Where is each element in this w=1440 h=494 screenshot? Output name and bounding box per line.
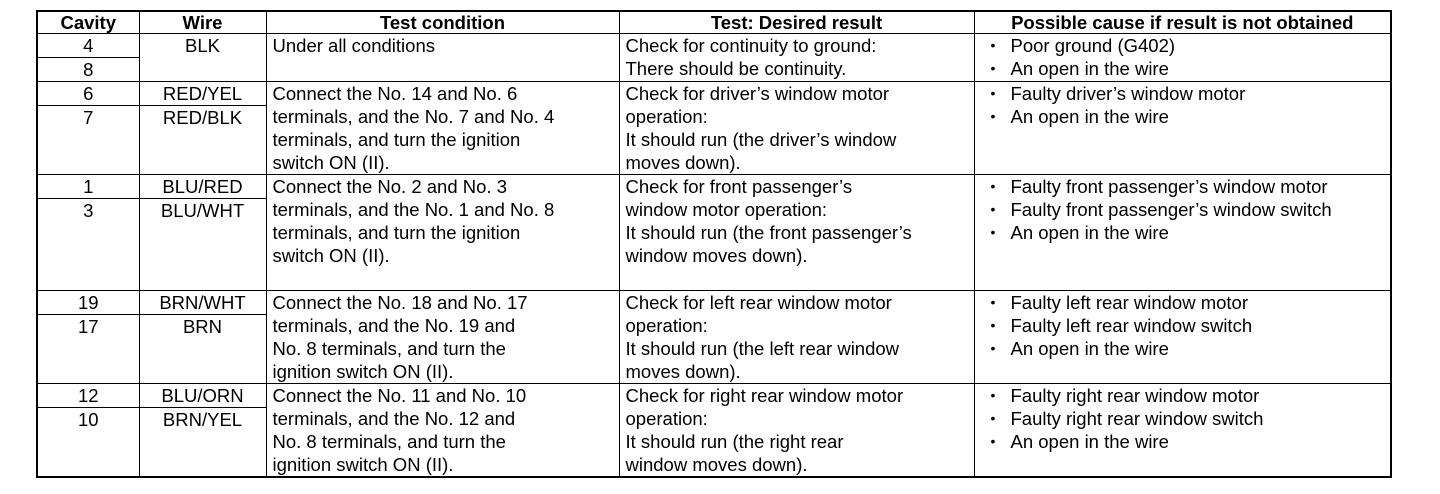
cause-item: • Faulty right rear window switch — [981, 407, 1385, 430]
condition-line: terminals, and the No. 1 and No. 8 — [272, 199, 555, 220]
wire-cell: BRN — [139, 315, 266, 384]
possible-cause-cell — [974, 82, 1391, 175]
cavity-cell: 1 — [37, 175, 139, 199]
condition-line: Connect the No. 2 and No. 3 — [272, 176, 507, 197]
condition-line: Connect the No. 18 and No. 17 — [272, 292, 528, 313]
table-row — [37, 291, 1391, 315]
cause-item: • Faulty left rear window switch — [981, 314, 1385, 337]
condition-line: switch ON (II). — [272, 245, 390, 266]
cause-list — [981, 291, 1385, 360]
result-line: window moves down). — [625, 245, 808, 266]
result-line: operation: — [625, 315, 708, 336]
condition-line: ignition switch ON (II). — [272, 361, 454, 382]
wire-cell: BLU/WHT — [139, 199, 266, 291]
header-desired-result: Test: Desired result — [619, 11, 974, 34]
possible-cause-cell — [974, 175, 1391, 291]
result-line: moves down). — [625, 361, 741, 382]
wire-cell: RED/BLK — [139, 106, 266, 175]
result-line: operation: — [625, 408, 708, 429]
test-condition-cell — [266, 175, 619, 291]
desired-result-cell — [619, 175, 974, 291]
cause-item: • Faulty driver’s window motor — [981, 82, 1385, 105]
possible-cause-cell — [974, 384, 1391, 478]
possible-cause-cell — [974, 291, 1391, 384]
cause-item: • Faulty front passenger’s window motor — [981, 175, 1385, 198]
cavity-cell: 17 — [37, 315, 139, 384]
cause-item: • Poor ground (G402) — [981, 34, 1385, 57]
result-line: It should run (the left rear window — [625, 338, 900, 359]
cavity-cell: 12 — [37, 384, 139, 408]
condition-line: Connect the No. 11 and No. 10 — [272, 385, 527, 406]
condition-line: terminals, and the No. 12 and — [272, 408, 516, 429]
cause-item: • Faulty left rear window motor — [981, 291, 1385, 314]
cause-list — [981, 82, 1385, 128]
wire-cell: BRN/WHT — [139, 291, 266, 315]
result-line: Check for left rear window motor — [625, 292, 892, 313]
desired-result-cell — [619, 82, 974, 175]
header-possible-cause: Possible cause if result is not obtained — [974, 11, 1391, 34]
header-row — [37, 11, 1391, 34]
condition-line: terminals, and turn the ignition — [272, 129, 521, 150]
connector-test-table — [36, 10, 1392, 478]
test-condition-cell — [266, 34, 619, 82]
table-row — [37, 82, 1391, 106]
cavity-cell: 7 — [37, 106, 139, 175]
result-line: Check for right rear window motor — [625, 385, 904, 406]
cause-item: • An open in the wire — [981, 221, 1385, 244]
cause-item: • An open in the wire — [981, 105, 1385, 128]
result-line: It should run (the right rear — [625, 431, 844, 452]
desired-result-cell — [619, 291, 974, 384]
condition-line: ignition switch ON (II). — [272, 454, 454, 475]
result-line: Check for driver’s window motor — [625, 83, 890, 104]
result-line: moves down). — [625, 152, 741, 173]
cause-list — [981, 384, 1385, 453]
condition-line: switch ON (II). — [272, 152, 390, 173]
result-line: window motor operation: — [625, 199, 828, 220]
result-line: Check for front passenger’s — [625, 176, 853, 197]
result-line: There should be continuity. — [625, 58, 847, 79]
condition-line: Under all conditions — [272, 35, 435, 56]
condition-line: terminals, and turn the ignition — [272, 222, 521, 243]
wire-cell: BRN/YEL — [139, 408, 266, 477]
cause-list — [981, 175, 1385, 244]
header-cavity: Cavity — [37, 11, 139, 34]
test-condition-cell — [266, 384, 619, 478]
result-line: It should run (the front passenger’s — [625, 222, 912, 243]
test-condition-cell — [266, 82, 619, 175]
cause-item: • Faulty front passenger’s window switch — [981, 198, 1385, 221]
condition-line: No. 8 terminals, and turn the — [272, 431, 506, 452]
condition-line: terminals, and the No. 19 and — [272, 315, 516, 336]
result-line: operation: — [625, 106, 708, 127]
cause-item: • An open in the wire — [981, 430, 1385, 453]
header-test-condition: Test condition — [266, 11, 619, 34]
header-wire: Wire — [139, 11, 266, 34]
cavity-cell: 6 — [37, 82, 139, 106]
cause-item: • Faulty right rear window motor — [981, 384, 1385, 407]
cavity-cell: 3 — [37, 199, 139, 291]
table-row — [37, 175, 1391, 199]
wire-cell: BLU/ORN — [139, 384, 266, 408]
condition-line: Connect the No. 14 and No. 6 — [272, 83, 518, 104]
test-condition-cell — [266, 291, 619, 384]
cause-item: • An open in the wire — [981, 57, 1385, 80]
cavity-cell: 10 — [37, 408, 139, 477]
cavity-cell: 19 — [37, 291, 139, 315]
result-line: It should run (the driver’s window — [625, 129, 897, 150]
result-line: Check for continuity to ground: — [625, 35, 877, 56]
wire-cell: BLK — [139, 34, 266, 82]
condition-line: No. 8 terminals, and turn the — [272, 338, 506, 359]
wire-cell: RED/YEL — [139, 82, 266, 106]
wire-cell: BLU/RED — [139, 175, 266, 199]
cavity-cell: 8 — [37, 58, 139, 82]
possible-cause-cell — [974, 34, 1391, 82]
cause-item: • An open in the wire — [981, 337, 1385, 360]
result-line: window moves down). — [625, 454, 808, 475]
table-row — [37, 34, 1391, 58]
desired-result-cell — [619, 384, 974, 478]
cause-list — [981, 34, 1385, 80]
cavity-cell: 4 — [37, 34, 139, 58]
condition-line: terminals, and the No. 7 and No. 4 — [272, 106, 555, 127]
desired-result-cell — [619, 34, 974, 82]
table-row — [37, 384, 1391, 408]
